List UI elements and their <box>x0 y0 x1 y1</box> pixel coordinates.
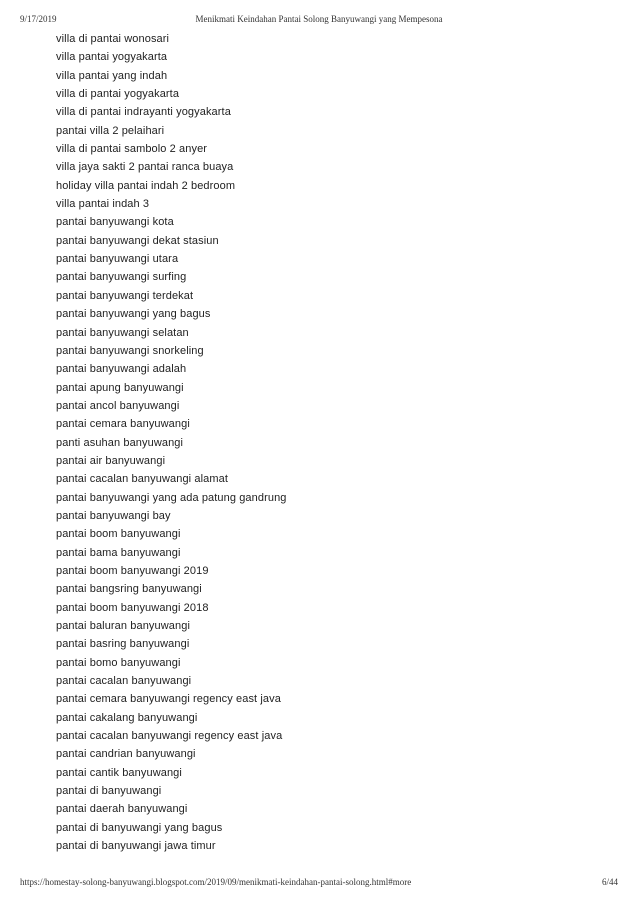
list-item[interactable]: pantai basring banyuwangi <box>56 638 190 651</box>
list-item[interactable]: villa di pantai yogyakarta <box>56 88 180 101</box>
list-item[interactable]: pantai ancol banyuwangi <box>56 399 180 412</box>
main-content <box>56 30 608 855</box>
list-item[interactable]: pantai air banyuwangi <box>56 454 166 467</box>
list-item[interactable]: pantai banyuwangi yang ada patung gandrung <box>56 491 287 504</box>
list-item[interactable]: pantai cacalan banyuwangi <box>56 675 192 688</box>
list-item[interactable]: pantai banyuwangi utara <box>56 253 179 266</box>
page-number: 6/44 <box>601 877 618 887</box>
list-item[interactable]: villa pantai yogyakarta <box>56 51 168 64</box>
page-url: https://homestay-solong-banyuwangi.blogspot.com/2019/09/menikmati-keindahan-pantai-solong.html#more <box>20 877 412 887</box>
page-title: Menikmati Keindahan Pantai Solong Banyuwangi yang Mempesona <box>195 14 443 24</box>
list-item[interactable]: pantai daerah banyuwangi <box>56 803 188 816</box>
list-item[interactable]: pantai cakalang banyuwangi <box>56 711 198 724</box>
list-item[interactable]: pantai di banyuwangi <box>56 785 162 798</box>
list-item[interactable]: pantai candrian banyuwangi <box>56 748 196 761</box>
list-item[interactable]: pantai baluran banyuwangi <box>56 620 190 632</box>
list-item[interactable]: villa di pantai wonosari <box>56 33 170 45</box>
list-item[interactable]: pantai bama banyuwangi <box>56 546 181 559</box>
list-item[interactable]: pantai banyuwangi snorkeling <box>56 344 204 357</box>
list-item[interactable]: pantai boom banyuwangi 2019 <box>56 564 209 577</box>
list-item[interactable]: pantai banyuwangi yang bagus <box>56 308 211 321</box>
list-item[interactable]: pantai banyuwangi bay <box>56 509 171 522</box>
list-item[interactable]: pantai banyuwangi surfing <box>56 271 187 284</box>
keyword-list <box>56 30 608 855</box>
list-item[interactable]: holiday villa pantai indah 2 bedroom <box>56 179 236 192</box>
print-header <box>20 14 618 28</box>
list-item[interactable]: pantai di banyuwangi yang bagus <box>56 821 223 834</box>
list-item[interactable]: pantai cacalan banyuwangi regency east java <box>56 730 283 743</box>
list-item[interactable]: pantai banyuwangi adalah <box>56 363 187 376</box>
list-item[interactable]: pantai apung banyuwangi <box>56 381 184 394</box>
list-item[interactable]: pantai cacalan banyuwangi alamat <box>56 473 228 486</box>
list-item[interactable]: pantai bomo banyuwangi <box>56 656 181 669</box>
list-item[interactable]: pantai villa 2 pelaihari <box>56 124 165 137</box>
list-item[interactable]: pantai di banyuwangi jawa timur <box>56 840 216 853</box>
list-item[interactable]: villa pantai yang indah <box>56 69 168 82</box>
list-item[interactable]: pantai boom banyuwangi 2018 <box>56 601 209 614</box>
list-item[interactable]: villa di pantai indrayanti yogyakarta <box>56 106 231 119</box>
list-item[interactable]: pantai banyuwangi dekat stasiun <box>56 234 219 247</box>
list-item[interactable]: panti asuhan banyuwangi <box>56 436 184 449</box>
list-item[interactable]: villa jaya sakti 2 pantai ranca buaya <box>56 161 234 174</box>
list-item[interactable]: pantai banyuwangi terdekat <box>56 289 194 302</box>
list-item[interactable]: pantai banyuwangi kota <box>56 216 174 229</box>
list-item[interactable]: pantai cantik banyuwangi <box>56 766 182 779</box>
print-date: 9/17/2019 <box>20 14 57 24</box>
list-item[interactable]: pantai bangsring banyuwangi <box>56 583 202 596</box>
list-item[interactable]: pantai banyuwangi selatan <box>56 326 189 339</box>
list-item[interactable]: pantai cemara banyuwangi regency east java <box>56 693 281 706</box>
list-item[interactable]: villa di pantai sambolo 2 anyer <box>56 143 208 156</box>
list-item[interactable]: pantai boom banyuwangi <box>56 528 181 541</box>
list-item[interactable]: villa pantai indah 3 <box>56 198 150 211</box>
list-item[interactable]: pantai cemara banyuwangi <box>56 418 190 431</box>
print-footer <box>20 877 618 891</box>
